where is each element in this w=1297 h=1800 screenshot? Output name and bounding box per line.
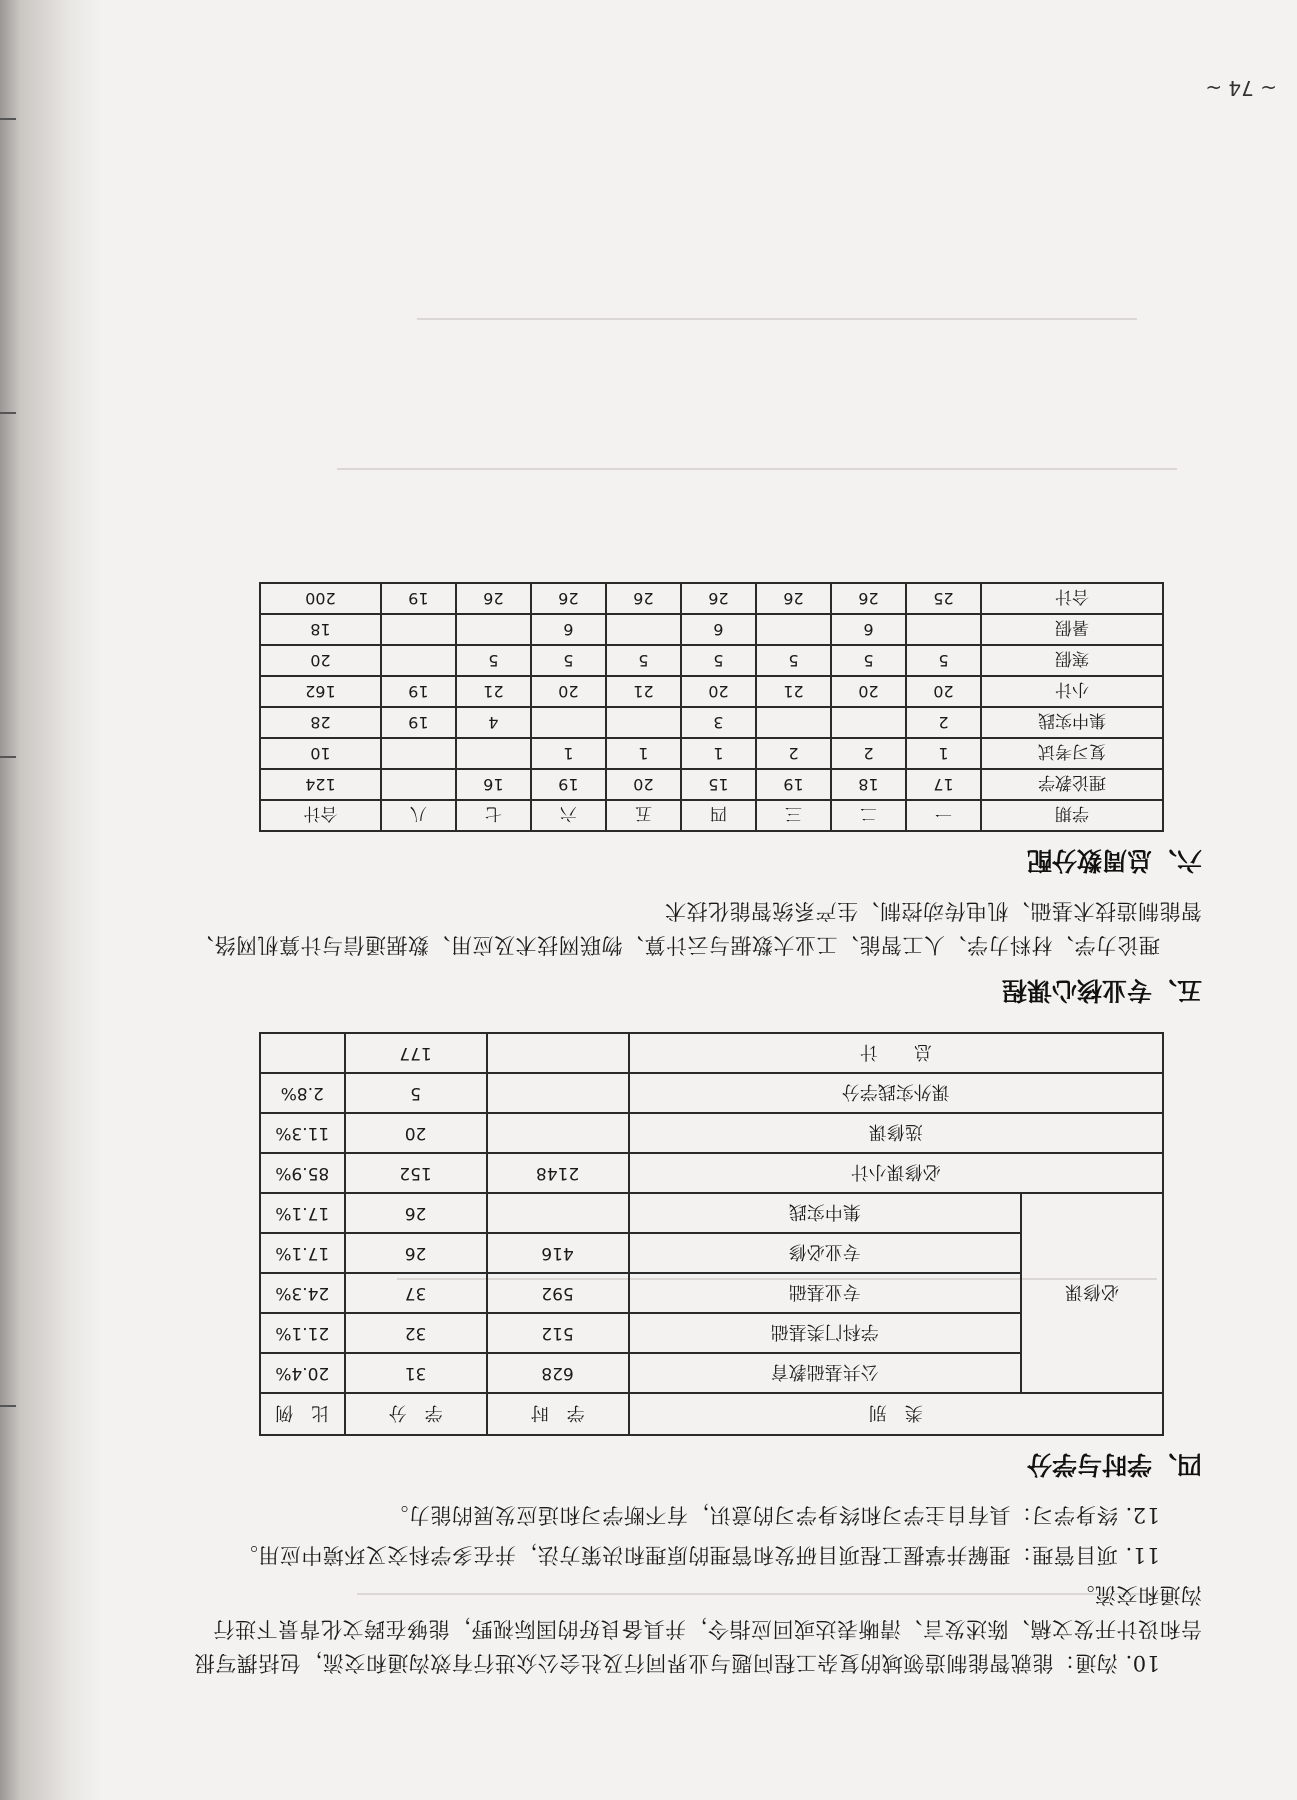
row-hours	[487, 1033, 629, 1073]
cell-value: 20	[906, 676, 981, 707]
cell-value: 5	[531, 645, 606, 676]
cell-value: 26	[831, 583, 906, 614]
cell-value: 21	[756, 676, 831, 707]
cell-value: 2	[906, 707, 981, 738]
cell-value	[831, 707, 906, 738]
cell-value: 19	[531, 769, 606, 800]
row-category: 公共基础教育	[629, 1353, 1021, 1393]
row-ratio: 17.1%	[260, 1193, 345, 1233]
row-credits: 177	[345, 1033, 487, 1073]
cell-value: 17	[906, 769, 981, 800]
cell-value	[756, 707, 831, 738]
cell-value: 28	[260, 707, 381, 738]
table-row	[260, 738, 1163, 769]
cell-value	[606, 707, 681, 738]
cell-value	[756, 614, 831, 645]
row-category: 总 计	[629, 1033, 1163, 1073]
row-label: 寒假	[981, 645, 1163, 676]
header-semester-7: 七	[456, 800, 531, 831]
cell-value	[381, 645, 456, 676]
row-hours: 628	[487, 1353, 629, 1393]
cell-value: 10	[260, 738, 381, 769]
cell-value: 16	[456, 769, 531, 800]
bleed-through-line	[337, 468, 1177, 470]
cell-value: 6	[531, 614, 606, 645]
table-row	[260, 1353, 1163, 1393]
page-number: ~ 74 ~	[1205, 76, 1277, 100]
cell-value: 5	[831, 645, 906, 676]
table-row	[260, 645, 1163, 676]
paragraph-communication: 10. 沟通：能就智能制造领域的复杂工程问题与业界同行及社会公众进行有效沟通和交流，包括撰写报告和设计开发文稿、陈述发言、清晰表达或回应指令，并具备良好的国际视野，能够在跨文化背景下进行沟通和交流。	[193, 1583, 1202, 1675]
table-row	[260, 583, 1163, 614]
row-ratio: 17.1%	[260, 1233, 345, 1273]
cell-value: 21	[456, 676, 531, 707]
table-row-subtotal	[260, 1153, 1163, 1193]
section-heading-hours-credits: 四、学时与学分	[1026, 1450, 1202, 1479]
row-credits: 31	[345, 1353, 487, 1393]
header-semester-8: 八	[381, 800, 456, 831]
row-category: 必修课小计	[629, 1153, 1163, 1193]
row-category: 专业必修	[629, 1233, 1021, 1273]
cell-value: 15	[681, 769, 756, 800]
row-hours: 592	[487, 1273, 629, 1313]
header-total: 合计	[260, 800, 381, 831]
row-category: 学科门类基础	[629, 1313, 1021, 1353]
hours-credits-table	[259, 1032, 1164, 1436]
cell-value: 19	[756, 769, 831, 800]
row-hours	[487, 1193, 629, 1233]
row-hours: 416	[487, 1233, 629, 1273]
row-ratio: 20.4%	[260, 1353, 345, 1393]
header-semester-2: 二	[831, 800, 906, 831]
row-ratio: 21.1%	[260, 1313, 345, 1353]
cell-value: 1	[531, 738, 606, 769]
header-semester-3: 三	[756, 800, 831, 831]
paragraph-project-management: 11. 项目管理：理解并掌握工程项目研发和管理的原理和决策方法，并在多学科交叉环境中应用。	[236, 1543, 1160, 1567]
cell-value: 3	[681, 707, 756, 738]
cell-value: 5	[456, 645, 531, 676]
cell-value: 162	[260, 676, 381, 707]
table-row	[260, 676, 1163, 707]
cell-value: 18	[831, 769, 906, 800]
header-semester-1: 一	[906, 800, 981, 831]
group-label-required: 必修课	[1021, 1193, 1163, 1393]
cell-value: 200	[260, 583, 381, 614]
cell-value: 26	[456, 583, 531, 614]
cell-value: 26	[606, 583, 681, 614]
row-ratio	[260, 1033, 345, 1073]
cell-value: 26	[531, 583, 606, 614]
cell-value: 19	[381, 707, 456, 738]
cell-value	[381, 738, 456, 769]
paragraph-core-courses: 理论力学、材料力学、人工智能、工业大数据与云计算、物联网技术及应用、数据通信与计算机网络、智能制造技术基础、机电传动控制、生产系统智能化技术	[192, 899, 1202, 957]
row-credits: 5	[345, 1073, 487, 1113]
cell-value: 5	[906, 645, 981, 676]
row-ratio: 85.9%	[260, 1153, 345, 1193]
table-row	[260, 707, 1163, 738]
section-heading-weeks: 六、总周数分配	[1026, 846, 1202, 875]
row-ratio: 24.3%	[260, 1273, 345, 1313]
cell-value: 19	[381, 583, 456, 614]
cell-value: 6	[831, 614, 906, 645]
row-credits: 32	[345, 1313, 487, 1353]
cell-value	[531, 707, 606, 738]
table-row-total	[260, 1033, 1163, 1073]
cell-value: 2	[756, 738, 831, 769]
row-label: 理论教学	[981, 769, 1163, 800]
cell-value: 18	[260, 614, 381, 645]
cell-value: 4	[456, 707, 531, 738]
table-row	[260, 614, 1163, 645]
cell-value: 20	[260, 645, 381, 676]
row-credits: 26	[345, 1233, 487, 1273]
cell-value	[381, 614, 456, 645]
cell-value: 21	[606, 676, 681, 707]
section-heading-core-courses: 五、专业核心课程	[1001, 976, 1202, 1005]
header-ratio: 比 例	[260, 1393, 345, 1435]
header-category: 类 别	[629, 1393, 1163, 1435]
row-credits: 20	[345, 1113, 487, 1153]
binding-mark	[0, 412, 16, 414]
cell-value	[381, 769, 456, 800]
row-ratio: 2.8%	[260, 1073, 345, 1113]
cell-value	[606, 614, 681, 645]
scanned-page	[100, 0, 1297, 1800]
header-semester-5: 五	[606, 800, 681, 831]
bleed-through-line	[417, 318, 1137, 320]
table-row-extracurricular	[260, 1073, 1163, 1113]
weeks-distribution-table	[259, 582, 1164, 832]
row-category: 集中实践	[629, 1193, 1021, 1233]
page-body	[192, 582, 1202, 1680]
cell-value: 1	[606, 738, 681, 769]
cell-value: 1	[906, 738, 981, 769]
rotated-page-content	[100, 0, 1297, 1800]
header-hours: 学 时	[487, 1393, 629, 1435]
cell-value: 20	[606, 769, 681, 800]
cell-value: 26	[756, 583, 831, 614]
cell-value: 6	[681, 614, 756, 645]
row-credits: 26	[345, 1193, 487, 1233]
row-label: 合计	[981, 583, 1163, 614]
row-category: 课外实践学分	[629, 1073, 1163, 1113]
row-hours: 2148	[487, 1153, 629, 1193]
cell-value: 5	[756, 645, 831, 676]
weeks-table-body	[260, 583, 1163, 800]
header-semester-4: 四	[681, 800, 756, 831]
cell-value: 25	[906, 583, 981, 614]
table-header-row	[260, 800, 1163, 831]
cell-value: 20	[681, 676, 756, 707]
header-credits: 学 分	[345, 1393, 487, 1435]
table-header-row	[260, 1393, 1163, 1435]
row-category: 选修课	[629, 1113, 1163, 1153]
cell-value: 5	[606, 645, 681, 676]
cell-value	[456, 738, 531, 769]
row-credits: 37	[345, 1273, 487, 1313]
cell-value: 124	[260, 769, 381, 800]
table-row	[260, 769, 1163, 800]
row-hours	[487, 1113, 629, 1153]
row-hours	[487, 1073, 629, 1113]
header-semester: 学期	[981, 800, 1163, 831]
binding-mark	[0, 1405, 16, 1407]
cell-value	[456, 614, 531, 645]
cell-value: 19	[381, 676, 456, 707]
row-label: 集中实践	[981, 707, 1163, 738]
cell-value: 5	[681, 645, 756, 676]
cell-value: 26	[681, 583, 756, 614]
row-label: 暑假	[981, 614, 1163, 645]
cell-value: 20	[531, 676, 606, 707]
paragraph-lifelong-learning: 12. 终身学习：具有自主学习和终身学习的意识，有不断学习和适应发展的能力。	[386, 1503, 1160, 1527]
cell-value: 2	[831, 738, 906, 769]
row-label: 复习考试	[981, 738, 1163, 769]
scan-binding-edge	[0, 0, 100, 1800]
row-credits: 152	[345, 1153, 487, 1193]
cell-value	[906, 614, 981, 645]
header-semester-6: 六	[531, 800, 606, 831]
row-category: 专业基础	[629, 1273, 1021, 1313]
binding-mark	[0, 756, 16, 758]
binding-mark	[0, 118, 16, 120]
cell-value: 20	[831, 676, 906, 707]
cell-value: 1	[681, 738, 756, 769]
row-hours: 512	[487, 1313, 629, 1353]
table-row-elective	[260, 1113, 1163, 1153]
row-label: 小计	[981, 676, 1163, 707]
row-ratio: 11.3%	[260, 1113, 345, 1153]
